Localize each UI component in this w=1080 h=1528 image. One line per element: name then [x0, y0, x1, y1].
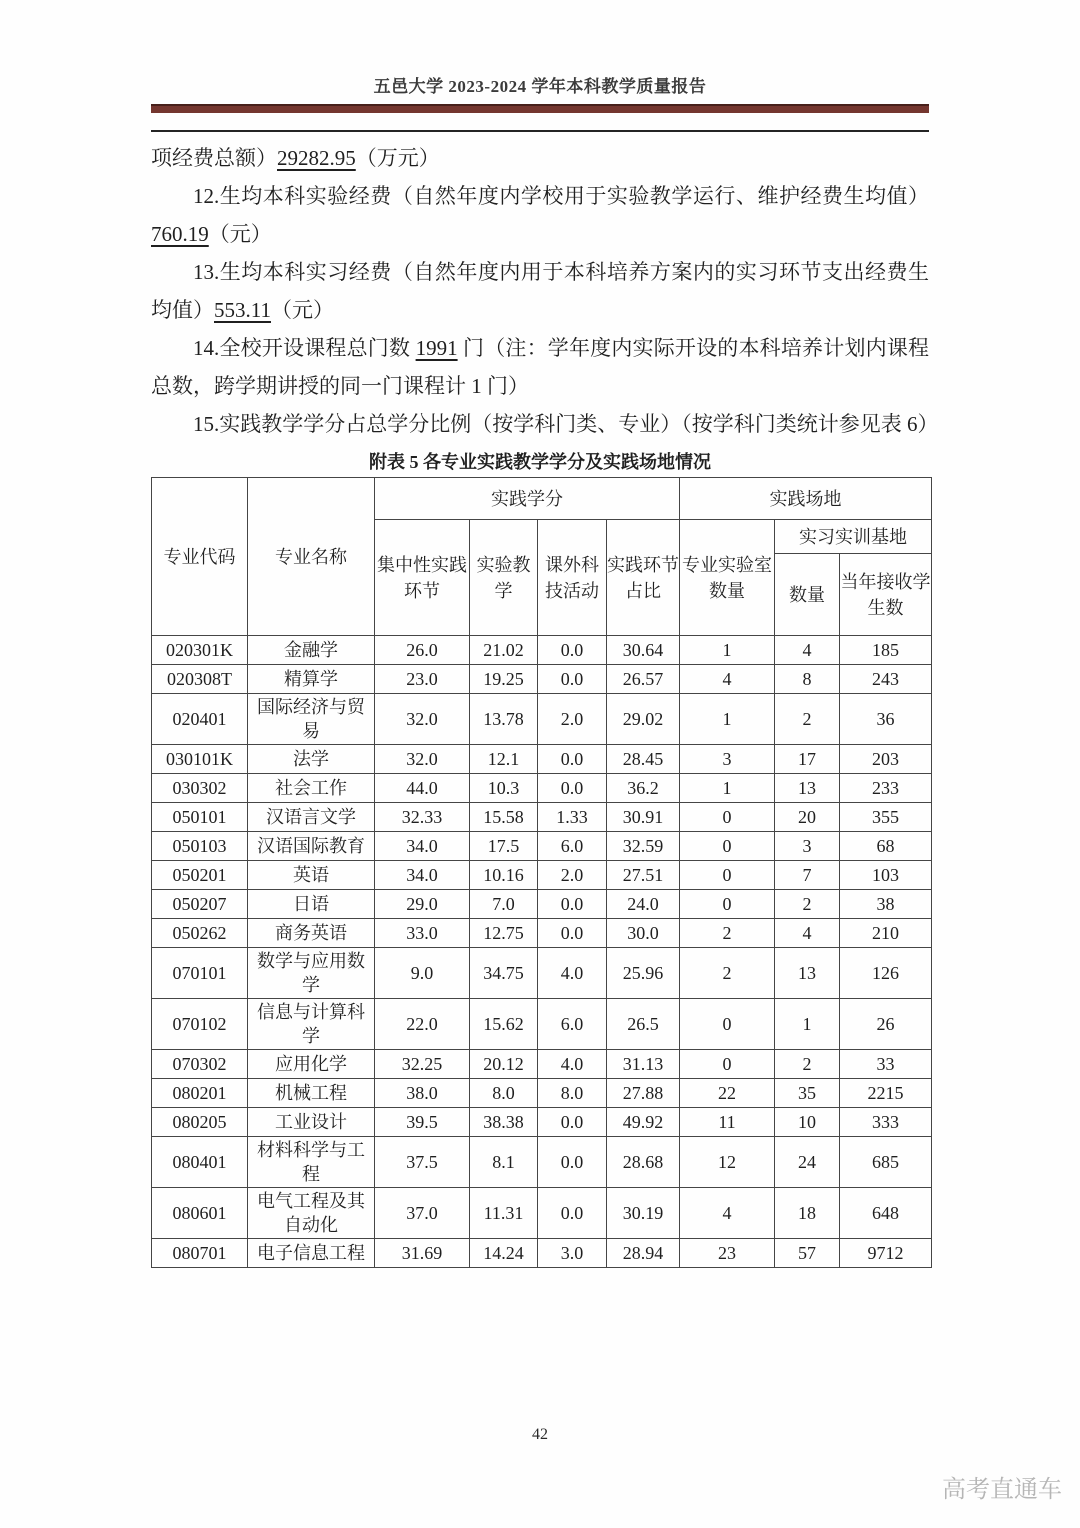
cell-lab_count: 4 [680, 665, 775, 694]
table-row [152, 999, 932, 1050]
paragraph-text: （元） [208, 222, 272, 246]
cell-code: 030302 [152, 774, 248, 803]
table-row [152, 861, 932, 890]
cell-code: 070102 [152, 999, 248, 1050]
cell-name: 商务英语 [248, 919, 375, 948]
cell-code: 080701 [152, 1239, 248, 1268]
cell-name: 电气工程及其自动化 [248, 1188, 375, 1239]
cell-concentrated: 39.5 [375, 1108, 470, 1137]
cell-base_count: 2 [775, 1050, 840, 1079]
table-body [152, 636, 932, 1268]
header-rule-maroon [151, 104, 929, 113]
cell-base_count: 3 [775, 832, 840, 861]
cell-extracurricular: 2.0 [538, 861, 607, 890]
paragraph-text: 15.实践教学学分占总学分比例（按学科门类、专业）（按学科门类统计参见表 6） [193, 412, 939, 436]
paragraph-item-14 [151, 329, 929, 405]
cell-students: 233 [840, 774, 932, 803]
cell-ratio: 30.64 [607, 636, 680, 665]
table-row [152, 1239, 932, 1268]
cell-code: 080401 [152, 1137, 248, 1188]
col-header-students: 当年接收学生数 [840, 554, 932, 636]
cell-base_count: 18 [775, 1188, 840, 1239]
cell-extracurricular: 6.0 [538, 999, 607, 1050]
cell-code: 030101K [152, 745, 248, 774]
cell-concentrated: 22.0 [375, 999, 470, 1050]
cell-lab_count: 3 [680, 745, 775, 774]
cell-base_count: 7 [775, 861, 840, 890]
cell-students: 33 [840, 1050, 932, 1079]
page-content [151, 0, 939, 1268]
cell-ratio: 30.91 [607, 803, 680, 832]
table-row [152, 1050, 932, 1079]
underlined-value: 1991 [415, 336, 458, 360]
cell-ratio: 26.5 [607, 999, 680, 1050]
cell-ratio: 27.51 [607, 861, 680, 890]
cell-lab_count: 0 [680, 1050, 775, 1079]
paragraph-text: （万元） [355, 146, 440, 170]
cell-extracurricular: 6.0 [538, 832, 607, 861]
col-header-name: 专业名称 [248, 478, 375, 636]
cell-ratio: 27.88 [607, 1079, 680, 1108]
cell-name: 应用化学 [248, 1050, 375, 1079]
cell-code: 020401 [152, 694, 248, 745]
cell-students: 68 [840, 832, 932, 861]
table-row [152, 1079, 932, 1108]
cell-experiment: 19.25 [470, 665, 538, 694]
col-header-ratio: 实践环节占比 [607, 520, 680, 636]
cell-experiment: 13.78 [470, 694, 538, 745]
cell-experiment: 8.1 [470, 1137, 538, 1188]
cell-name: 汉语言文学 [248, 803, 375, 832]
cell-extracurricular: 0.0 [538, 636, 607, 665]
cell-ratio: 31.13 [607, 1050, 680, 1079]
cell-extracurricular: 0.0 [538, 1137, 607, 1188]
cell-lab_count: 0 [680, 999, 775, 1050]
cell-base_count: 4 [775, 919, 840, 948]
cell-lab_count: 0 [680, 890, 775, 919]
cell-students: 333 [840, 1108, 932, 1137]
cell-ratio: 30.19 [607, 1188, 680, 1239]
watermark-text: 高考直通车 [942, 1476, 1062, 1503]
paragraph-text: 12.生均本科实验经费（自然年度内学校用于实验教学运行、维护经费生均值） [193, 184, 929, 208]
cell-concentrated: 32.33 [375, 803, 470, 832]
cell-ratio: 26.57 [607, 665, 680, 694]
cell-base_count: 4 [775, 636, 840, 665]
cell-ratio: 28.68 [607, 1137, 680, 1188]
cell-students: 685 [840, 1137, 932, 1188]
underlined-value: 760.19 [151, 222, 209, 246]
cell-lab_count: 0 [680, 861, 775, 890]
table-row [152, 832, 932, 861]
cell-name: 日语 [248, 890, 375, 919]
cell-students: 9712 [840, 1239, 932, 1268]
header-row-groups [152, 478, 932, 520]
col-group-practice-sites: 实践场地 [680, 478, 932, 520]
cell-lab_count: 1 [680, 694, 775, 745]
col-header-concentrated: 集中性实践环节 [375, 520, 470, 636]
cell-name: 电子信息工程 [248, 1239, 375, 1268]
cell-concentrated: 31.69 [375, 1239, 470, 1268]
cell-name: 法学 [248, 745, 375, 774]
cell-concentrated: 34.0 [375, 861, 470, 890]
cell-base_count: 13 [775, 948, 840, 999]
cell-ratio: 36.2 [607, 774, 680, 803]
cell-code: 050103 [152, 832, 248, 861]
cell-concentrated: 44.0 [375, 774, 470, 803]
cell-base_count: 8 [775, 665, 840, 694]
cell-base_count: 57 [775, 1239, 840, 1268]
cell-experiment: 14.24 [470, 1239, 538, 1268]
table-row [152, 1188, 932, 1239]
cell-name: 金融学 [248, 636, 375, 665]
cell-students: 185 [840, 636, 932, 665]
cell-concentrated: 9.0 [375, 948, 470, 999]
paragraph-text: （元） [270, 298, 334, 322]
table-row [152, 919, 932, 948]
cell-concentrated: 33.0 [375, 919, 470, 948]
table-row [152, 665, 932, 694]
cell-base_count: 20 [775, 803, 840, 832]
cell-lab_count: 22 [680, 1079, 775, 1108]
cell-base_count: 1 [775, 999, 840, 1050]
cell-concentrated: 38.0 [375, 1079, 470, 1108]
cell-code: 050201 [152, 861, 248, 890]
table-header [152, 478, 932, 636]
cell-code: 050207 [152, 890, 248, 919]
table-row [152, 694, 932, 745]
cell-name: 国际经济与贸易 [248, 694, 375, 745]
cell-students: 243 [840, 665, 932, 694]
cell-extracurricular: 4.0 [538, 948, 607, 999]
cell-lab_count: 2 [680, 919, 775, 948]
underlined-value: 29282.95 [277, 146, 356, 170]
cell-name: 材料科学与工程 [248, 1137, 375, 1188]
cell-lab_count: 23 [680, 1239, 775, 1268]
cell-experiment: 34.75 [470, 948, 538, 999]
col-header-base-count: 数量 [775, 554, 840, 636]
col-header-lab-count: 专业实验室数量 [680, 520, 775, 636]
cell-lab_count: 1 [680, 774, 775, 803]
cell-concentrated: 26.0 [375, 636, 470, 665]
cell-name: 汉语国际教育 [248, 832, 375, 861]
cell-ratio: 24.0 [607, 890, 680, 919]
cell-students: 36 [840, 694, 932, 745]
cell-code: 070302 [152, 1050, 248, 1079]
cell-students: 355 [840, 803, 932, 832]
cell-lab_count: 0 [680, 832, 775, 861]
practice-credits-table [151, 477, 932, 1268]
cell-lab_count: 12 [680, 1137, 775, 1188]
cell-experiment: 12.1 [470, 745, 538, 774]
cell-base_count: 10 [775, 1108, 840, 1137]
cell-base_count: 24 [775, 1137, 840, 1188]
cell-extracurricular: 0.0 [538, 919, 607, 948]
cell-code: 050101 [152, 803, 248, 832]
cell-lab_count: 0 [680, 803, 775, 832]
cell-experiment: 12.75 [470, 919, 538, 948]
table-row [152, 890, 932, 919]
cell-ratio: 25.96 [607, 948, 680, 999]
paragraph-item-15 [151, 405, 939, 443]
cell-code: 080201 [152, 1079, 248, 1108]
cell-base_count: 13 [775, 774, 840, 803]
cell-students: 210 [840, 919, 932, 948]
table-title: 附表 5 各专业实践教学学分及实践场地情况 [369, 452, 711, 472]
cell-extracurricular: 0.0 [538, 1188, 607, 1239]
cell-name: 工业设计 [248, 1108, 375, 1137]
cell-name: 机械工程 [248, 1079, 375, 1108]
cell-code: 050262 [152, 919, 248, 948]
cell-extracurricular: 0.0 [538, 665, 607, 694]
cell-base_count: 17 [775, 745, 840, 774]
cell-name: 信息与计算科学 [248, 999, 375, 1050]
cell-name: 社会工作 [248, 774, 375, 803]
paragraph-text: 14.全校开设课程总门数 [193, 336, 416, 360]
cell-students: 38 [840, 890, 932, 919]
col-header-extracurricular: 课外科技活动 [538, 520, 607, 636]
cell-code: 020301K [152, 636, 248, 665]
paragraph-funds-total [151, 139, 929, 177]
cell-ratio: 28.94 [607, 1239, 680, 1268]
cell-concentrated: 32.0 [375, 745, 470, 774]
cell-ratio: 32.59 [607, 832, 680, 861]
report-header-title: 五邑大学 2023-2024 学年本科教学质量报告 [373, 77, 707, 96]
body-text [151, 139, 939, 443]
cell-experiment: 38.38 [470, 1108, 538, 1137]
cell-concentrated: 37.0 [375, 1188, 470, 1239]
underlined-value: 553.11 [214, 298, 271, 322]
cell-lab_count: 2 [680, 948, 775, 999]
table-row [152, 745, 932, 774]
cell-concentrated: 23.0 [375, 665, 470, 694]
cell-code: 080205 [152, 1108, 248, 1137]
cell-base_count: 2 [775, 694, 840, 745]
cell-ratio: 28.45 [607, 745, 680, 774]
table-row [152, 774, 932, 803]
cell-experiment: 10.16 [470, 861, 538, 890]
page-number: 42 [532, 1426, 548, 1443]
cell-concentrated: 32.25 [375, 1050, 470, 1079]
cell-extracurricular: 1.33 [538, 803, 607, 832]
table-row [152, 636, 932, 665]
cell-extracurricular: 4.0 [538, 1050, 607, 1079]
cell-ratio: 29.02 [607, 694, 680, 745]
cell-experiment: 15.62 [470, 999, 538, 1050]
cell-experiment: 20.12 [470, 1050, 538, 1079]
cell-experiment: 11.31 [470, 1188, 538, 1239]
paragraph-text: 项经费总额） [151, 146, 277, 170]
cell-extracurricular: 3.0 [538, 1239, 607, 1268]
cell-students: 648 [840, 1188, 932, 1239]
cell-students: 2215 [840, 1079, 932, 1108]
cell-students: 203 [840, 745, 932, 774]
cell-lab_count: 1 [680, 636, 775, 665]
cell-students: 126 [840, 948, 932, 999]
cell-base_count: 35 [775, 1079, 840, 1108]
cell-concentrated: 32.0 [375, 694, 470, 745]
paragraph-text: 13.生均本科实习经费（自然年度内用于本科培养方案内的实习环节支出经费生均值） [151, 260, 929, 322]
cell-ratio: 49.92 [607, 1108, 680, 1137]
cell-experiment: 15.58 [470, 803, 538, 832]
cell-code: 080601 [152, 1188, 248, 1239]
cell-students: 26 [840, 999, 932, 1050]
col-header-code: 专业代码 [152, 478, 248, 636]
cell-experiment: 10.3 [470, 774, 538, 803]
cell-experiment: 7.0 [470, 890, 538, 919]
cell-lab_count: 11 [680, 1108, 775, 1137]
header-rule-black [151, 130, 929, 132]
paragraph-item-13 [151, 253, 929, 329]
table-row [152, 948, 932, 999]
cell-extracurricular: 0.0 [538, 890, 607, 919]
cell-code: 020308T [152, 665, 248, 694]
cell-extracurricular: 0.0 [538, 774, 607, 803]
cell-students: 103 [840, 861, 932, 890]
cell-concentrated: 29.0 [375, 890, 470, 919]
table-row [152, 1108, 932, 1137]
cell-name: 英语 [248, 861, 375, 890]
col-group-practice-credits: 实践学分 [375, 478, 680, 520]
cell-extracurricular: 0.0 [538, 1108, 607, 1137]
cell-extracurricular: 0.0 [538, 745, 607, 774]
table-row [152, 803, 932, 832]
paragraph-text: 门（注：学年度内实际开设的本科培养计划内课程总数，跨学期讲授的同一门课程计 1 门） [151, 336, 930, 398]
cell-experiment: 8.0 [470, 1079, 538, 1108]
col-group-training-base: 实习实训基地 [775, 520, 932, 554]
cell-concentrated: 37.5 [375, 1137, 470, 1188]
cell-name: 精算学 [248, 665, 375, 694]
cell-concentrated: 34.0 [375, 832, 470, 861]
cell-lab_count: 4 [680, 1188, 775, 1239]
cell-extracurricular: 8.0 [538, 1079, 607, 1108]
table-row [152, 1137, 932, 1188]
cell-base_count: 2 [775, 890, 840, 919]
col-header-experiment: 实验教学 [470, 520, 538, 636]
cell-experiment: 17.5 [470, 832, 538, 861]
cell-name: 数学与应用数学 [248, 948, 375, 999]
cell-extracurricular: 2.0 [538, 694, 607, 745]
cell-code: 070101 [152, 948, 248, 999]
paragraph-item-12 [151, 177, 929, 253]
cell-ratio: 30.0 [607, 919, 680, 948]
cell-experiment: 21.02 [470, 636, 538, 665]
